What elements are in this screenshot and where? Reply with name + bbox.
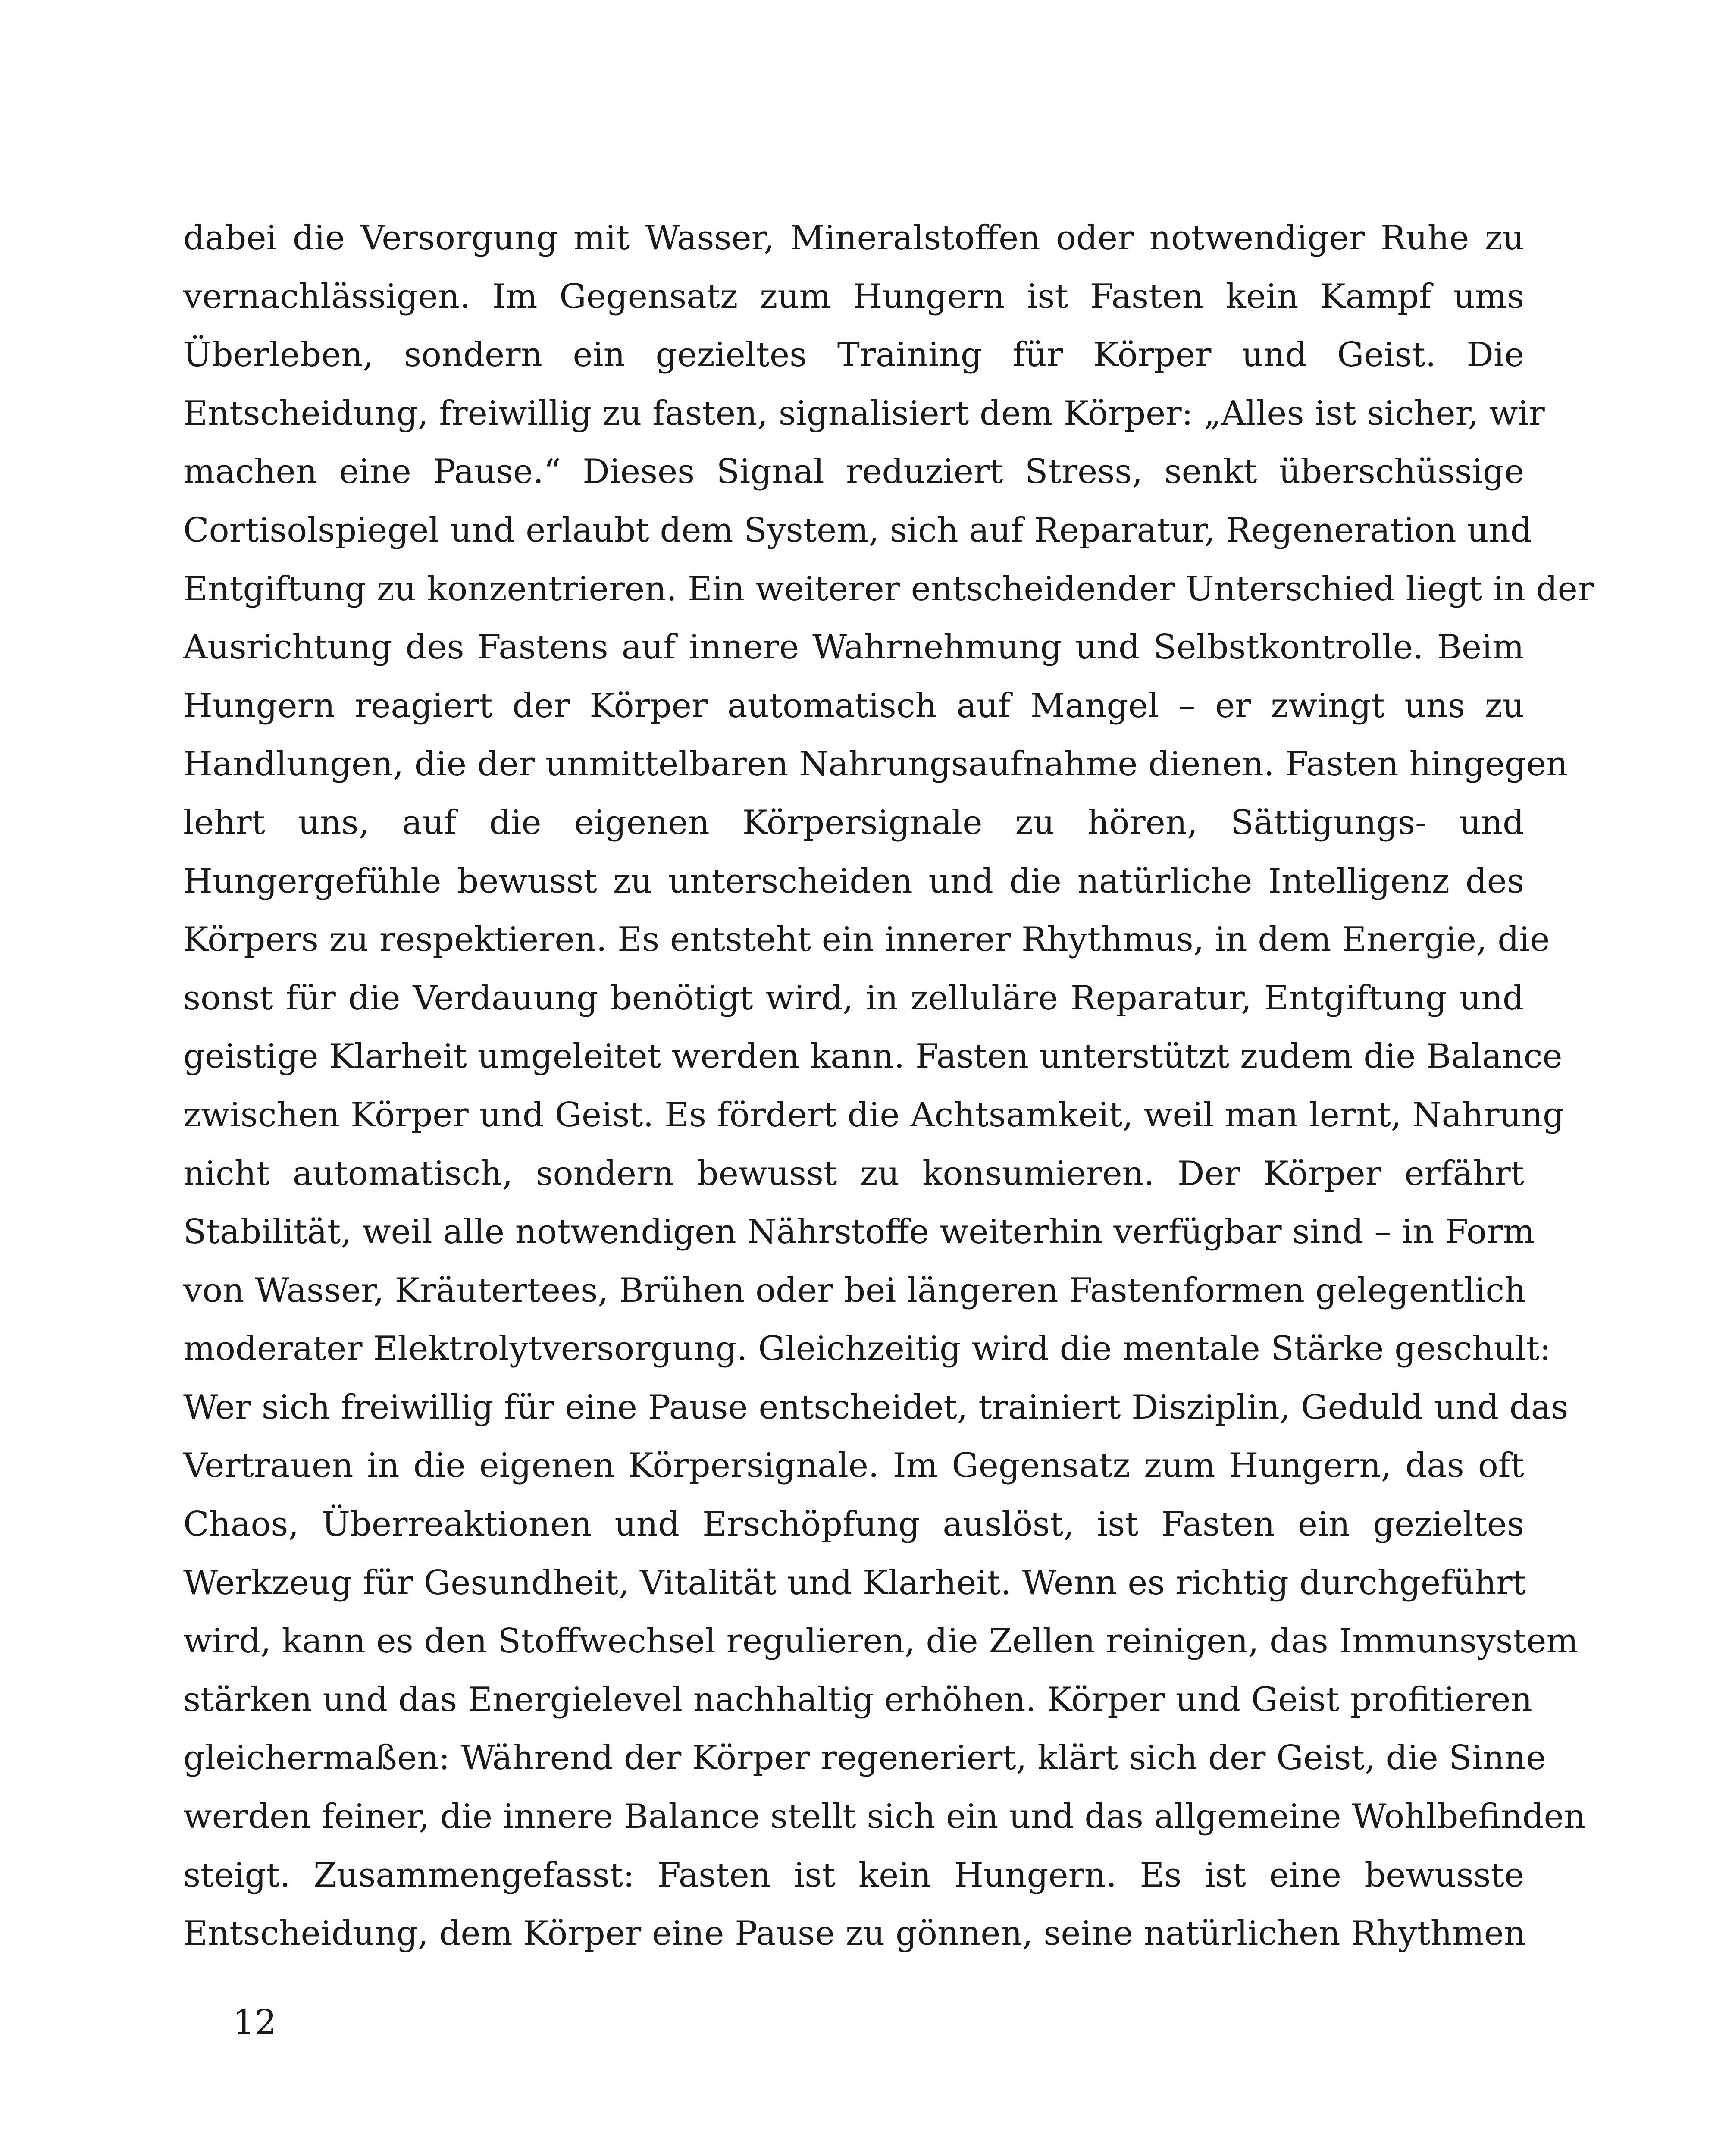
text-line: wird, kann es den Stoffwechsel regulieren, die Zellen reinigen, das Immunsystem: [183, 1622, 1579, 1661]
text-line: geistige Klarheit umgeleitet werden kann. Fasten unterstützt zudem die Balance: [183, 1037, 1563, 1076]
text-line: Entgiftung zu konzentrieren. Ein weiterer entscheidender Unterschied liegt in der: [183, 569, 1594, 608]
text-line: Stabilität, weil alle notwendigen Nährstoffe weiterhin verfügbar sind – in Form: [183, 1213, 1535, 1252]
text-line: von Wasser, Kräutertees, Brühen oder bei längeren Fastenformen gelegentlich: [183, 1271, 1526, 1310]
text-line: Entscheidung, dem Körper eine Pause zu gönnen, seine natürlichen Rhythmen: [183, 1914, 1526, 1953]
text-line: Entscheidung, freiwillig zu fasten, signalisiert dem Körper: „Alles ist sicher, wir: [183, 394, 1545, 433]
text-line: nicht automatisch, sondern bewusst zu konsumieren. Der Körper erfährt: [183, 1154, 1524, 1193]
text-line: Cortisolspiegel und erlaubt dem System, sich auf Reparatur, Regeneration und: [183, 511, 1532, 550]
text-line: Überleben, sondern ein gezieltes Training für Körper und Geist. Die: [183, 335, 1524, 375]
page-number: 12: [233, 2002, 277, 2042]
text-line: Hungern reagiert der Körper automatisch auf Mangel – er zwingt uns zu: [183, 686, 1524, 725]
text-line: Chaos, Überreaktionen und Erschöpfung auslöst, ist Fasten ein gezieltes: [183, 1505, 1524, 1544]
text-line: steigt. Zusammengefasst: Fasten ist kein Hungern. Es ist eine bewusste: [183, 1855, 1524, 1895]
text-line: Ausrichtung des Fastens auf innere Wahrnehmung und Selbstkontrolle. Beim: [183, 628, 1524, 667]
text-line: werden feiner, die innere Balance stellt sich ein und das allgemeine Wohlbefinden: [183, 1797, 1586, 1836]
text-line: zwischen Körper und Geist. Es fördert die Achtsamkeit, weil man lernt, Nahrung: [183, 1095, 1565, 1134]
text-line: stärken und das Energielevel nachhaltig erhöhen. Körper und Geist profitieren: [183, 1680, 1532, 1719]
text-line: Werkzeug für Gesundheit, Vitalität und Klarheit. Wenn es richtig durchgeführt: [183, 1563, 1526, 1602]
text-line: moderater Elektrolytversorgung. Gleichzeitig wird die mentale Stärke geschult:: [183, 1329, 1551, 1369]
text-line: Hungergefühle bewusst zu unterscheiden und die natürliche Intelligenz des: [183, 862, 1524, 901]
text-line: vernachlässigen. Im Gegensatz zum Hungern ist Fasten kein Kampf ums: [183, 277, 1524, 316]
text-line: Wer sich freiwillig für eine Pause entscheidet, trainiert Disziplin, Geduld und das: [183, 1388, 1569, 1427]
text-line: sonst für die Verdauung benötigt wird, in zelluläre Reparatur, Entgiftung und: [183, 978, 1524, 1018]
text-line: Vertrauen in die eigenen Körpersignale. Im Gegensatz zum Hungern, das oft: [183, 1446, 1524, 1485]
text-line: gleichermaßen: Während der Körper regeneriert, klärt sich der Geist, die Sinne: [183, 1739, 1546, 1778]
text-line: Handlungen, die der unmittelbaren Nahrungsaufnahme dienen. Fasten hingegen: [183, 745, 1568, 784]
text-line: dabei die Versorgung mit Wasser, Mineralstoffen oder notwendiger Ruhe zu: [183, 219, 1524, 257]
body-paragraph: [183, 209, 1594, 1963]
text-line: Körpers zu respektieren. Es entsteht ein innerer Rhythmus, in dem Energie, die: [183, 920, 1550, 959]
text-line: lehrt uns, auf die eigenen Körpersignale zu hören, Sättigungs- und: [183, 803, 1524, 842]
text-line: machen eine Pause.“ Dieses Signal reduziert Stress, senkt überschüssige: [183, 452, 1524, 492]
